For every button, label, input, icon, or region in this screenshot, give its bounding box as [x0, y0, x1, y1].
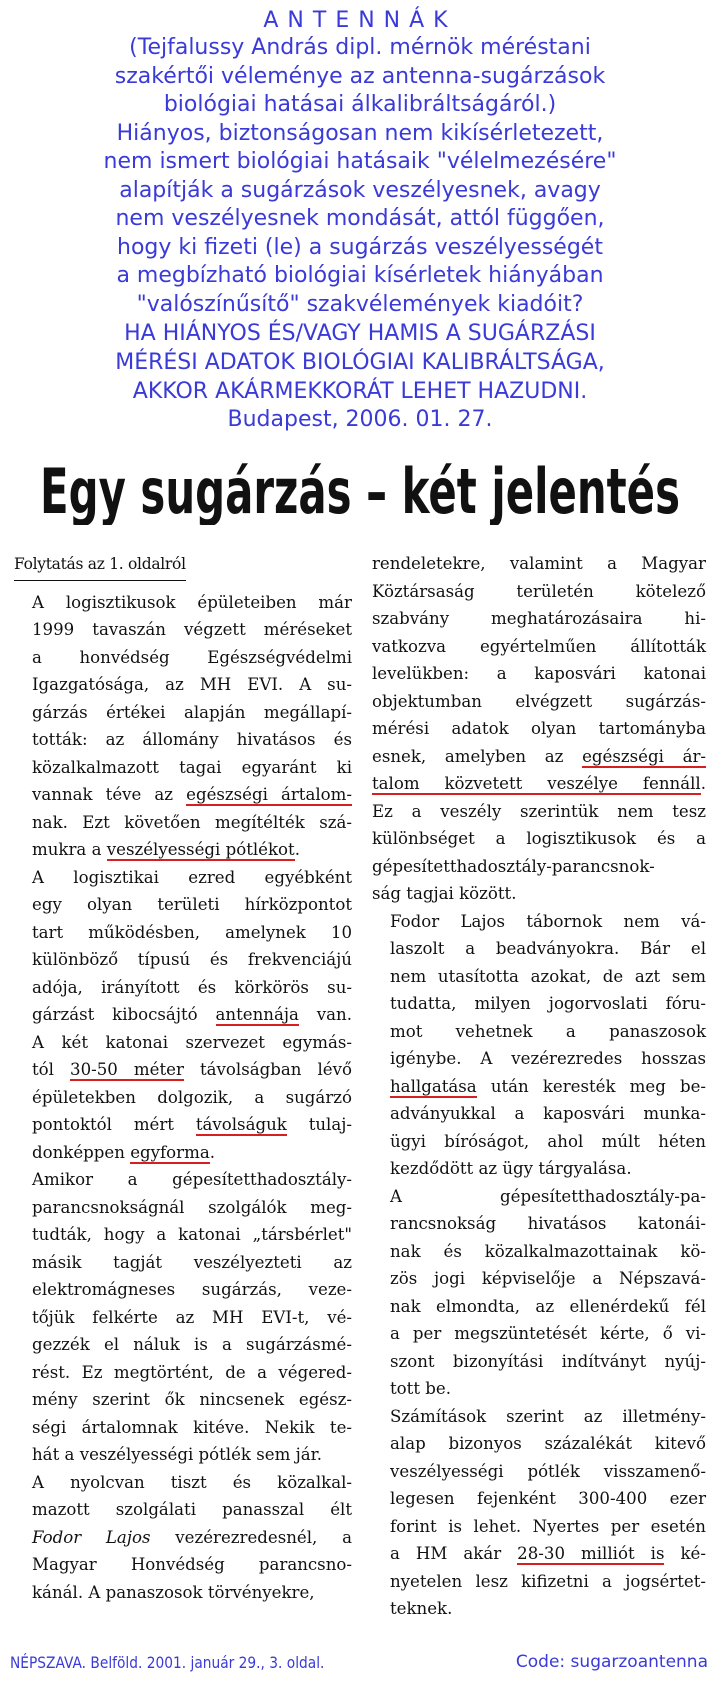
text-line: rendeletekre, valamint a Magyar [372, 554, 706, 573]
text-line [14, 1111, 352, 1139]
underlined-phrase: egészségi ár- [582, 746, 707, 766]
text-line: nak elmondta, az ellenérdekű fél [390, 1296, 706, 1316]
text-line: zös jogi képviselője a Népszavá- [390, 1269, 706, 1288]
text-line: mazott szolgálati panasszal élt [32, 1500, 352, 1519]
underlined-phrase: antennája [215, 1005, 299, 1024]
header-caps-line: HA HIÁNYOS ÉS/VAGY HAMIS A SUGÁRZÁSI [124, 321, 596, 346]
text-line: szabvány meghatározásaira hi- [372, 609, 706, 628]
paragraph [14, 864, 352, 1167]
text-line: ügyi bíróságot, ahol múlt héten [390, 1131, 706, 1151]
document-header [0, 0, 720, 435]
text-line [14, 781, 352, 809]
text-fragment: ké- [680, 1544, 706, 1563]
text-line [14, 1139, 352, 1167]
underlined-phrase: egészségi ártalom- [186, 785, 353, 804]
header-line: szakértői véleménye az antenna-sugárzások [114, 63, 606, 89]
text-fragment: távolságban lévő [199, 1060, 352, 1079]
text-fragment: . [294, 840, 300, 859]
text-fragment: pontoktól mért [32, 1115, 174, 1134]
text-line: épületekben dolgozik, a sugárzó [32, 1087, 352, 1107]
text-line: különbséget a logisztikusok és a [372, 829, 706, 848]
text-fragment: van. [316, 1005, 352, 1024]
text-line: egy olyan területi hírközpontot [32, 895, 352, 914]
text-line: gépesítetthadosztály-parancsnok- [372, 856, 655, 876]
article-column-right [372, 550, 706, 1623]
header-caps-line: MÉRÉSI ADATOK BIOLÓGIAI KALIBRÁLTSÁGA, [115, 350, 605, 375]
text-line: A gépesítetthadosztály-pa- [390, 1186, 706, 1206]
text-fragment: . [209, 1142, 216, 1162]
text-line: tották: az állomány hivatásos és [32, 730, 352, 749]
text-line: ság tagjai között. [372, 884, 517, 903]
header-line: hogy ki fizeti (le) a sugárzás veszélyességét [117, 234, 603, 260]
text-line: nak és közalkalmazottainak kö- [390, 1241, 706, 1261]
headline-text: Egy sugárzás – két jelentés [40, 455, 680, 525]
text-line: A logisztikai ezred egyébként [32, 867, 352, 887]
text-fragment: mukra a [32, 840, 102, 859]
text-line: rést. Ez megtörtént, de a végered- [32, 1362, 352, 1382]
underlined-phrase: távolságuk [195, 1115, 287, 1134]
text-line: adója, irányított és körkörös su- [32, 977, 352, 997]
text-fragment: a HM akár [390, 1544, 502, 1563]
header-line: Hiányos, biztonságosan nem kikísérletezett, [116, 120, 604, 146]
text-line: nyetelen lesz kifizetni a jogsértet- [390, 1571, 706, 1591]
text-line: nem utasította azokat, de azt sem [390, 966, 706, 986]
paragraph [372, 550, 706, 908]
text-line [372, 1540, 706, 1568]
text-line: hát a veszélyességi pótlék sem jár. [32, 1445, 323, 1464]
header-line: alapítják a sugárzások veszélyesnek, avagy [119, 177, 601, 203]
text-line: parancsnokságnál szolgálók meg- [32, 1197, 352, 1217]
text-line: adványukkal a kaposvári munka- [390, 1104, 706, 1123]
text-line: kezdődött az ügy tárgyalása. [390, 1159, 632, 1178]
header-line: "valószínűsítő" szakvélemények kiadóit? [136, 291, 584, 317]
text-line [372, 743, 706, 771]
text-line: igénybe. A vezérezredes hosszas [390, 1049, 706, 1068]
underlined-phrase: 30-50 méter [70, 1060, 184, 1079]
underlined-phrase: veszélyességi pótlékot [106, 840, 295, 859]
text-fragment: donképpen [32, 1142, 125, 1162]
text-line: tőjük felkérte az MH EVI-t, vé- [32, 1307, 352, 1327]
header-line: a megbízható biológiai kísérletek hiányában [116, 263, 604, 288]
paragraph [372, 1183, 706, 1403]
text-line: szont bizonyítási indítványt nyúj- [390, 1351, 706, 1371]
text-fragment: után keresték meg be- [490, 1076, 706, 1096]
text-line: mérési adatok olyan tartományba [372, 719, 706, 738]
paragraph [14, 1166, 352, 1469]
text-line: A két katonai szervezet egymás- [32, 1032, 352, 1052]
header-caps-line: AKKOR AKÁRMEKKORÁT LEHET HAZUDNI. [132, 379, 588, 404]
text-line: Magyar Honvédség parancsno- [32, 1555, 352, 1574]
text-line: legesen fejenként 300-400 ezer [390, 1489, 706, 1508]
header-line: (Tejfalussy András dipl. mérnök méréstani [129, 35, 591, 60]
document-title: ANTENNÁK [263, 8, 457, 33]
text-line: rancsnokság hivatásos katonái- [390, 1214, 706, 1233]
text-line [14, 836, 352, 864]
document-code: Code: sugarzoantenna [515, 1652, 708, 1672]
text-fragment: . [700, 774, 706, 793]
text-line [14, 1524, 352, 1552]
text-fragment: tulaj- [308, 1115, 352, 1134]
paragraph [14, 1469, 352, 1607]
text-line: közalkalmazott tagai egyaránt ki [32, 757, 352, 777]
text-line [14, 1001, 352, 1029]
text-line: Amikor a gépesítetthadosztály- [32, 1170, 352, 1189]
text-fragment: vannak téve az [32, 785, 174, 804]
text-line: A logisztikusok épületeiben már [32, 592, 352, 612]
underlined-phrase: 28-30 milliót is [517, 1544, 665, 1563]
text-line: elektromágneses sugárzás, veze- [32, 1280, 352, 1299]
text-line: A nyolcvan tiszt és közalkal- [32, 1472, 352, 1492]
underlined-phrase: talom közvetett veszélye fennáll [372, 774, 701, 793]
text-line: Fodor Lajos tábornok nem vá- [390, 911, 706, 931]
text-line: Ez a veszély szerintük nem tesz [372, 801, 706, 821]
text-line: gezzék el náluk is a sugárzásmé- [32, 1335, 352, 1354]
text-line: a honvédség Egészségvédelmi [32, 647, 352, 667]
text-line: ségi ártalomnak kitéve. Nekik te- [32, 1417, 352, 1437]
text-line: levelükben: a kaposvári katonai [372, 664, 706, 683]
text-line [372, 770, 706, 798]
text-fragment: tól [32, 1060, 54, 1079]
source-citation: NÉPSZAVA. Belföld. 2001. január 29., 3. oldal. [10, 1653, 325, 1672]
headline-svg [0, 455, 720, 525]
text-line: alap bizonyos százalékát kitevő [390, 1434, 706, 1453]
article-headline [0, 455, 720, 525]
text-line: mot vehetnek a panaszosok [390, 1021, 706, 1041]
text-fragment: vezérezredesnél, a [175, 1527, 352, 1547]
paragraph [372, 908, 706, 1183]
article-column-left [14, 550, 352, 1606]
text-line: 1999 tavaszán végzett méréseket [32, 620, 352, 639]
text-line: a per megszüntetését kérte, ő vi- [390, 1324, 706, 1343]
underlined-phrase: egyforma [130, 1142, 210, 1162]
text-line: teknek. [390, 1599, 453, 1618]
person-name: Fodor Lajos [32, 1527, 151, 1547]
header-date: Budapest, 2006. 01. 27. [227, 407, 493, 432]
text-line: másik tagját veszélyezteti az [32, 1252, 352, 1272]
text-line: gárzás értékei alapján megállapí- [32, 702, 352, 722]
text-line: mény szerint ők nincsenek egész- [32, 1390, 352, 1409]
text-line: Számítások szerint az illetmény- [390, 1406, 706, 1426]
text-line: nak. Ezt követően megítélték szá- [32, 812, 352, 832]
text-line: tudták, hogy a katonai „társbérlet" [32, 1225, 352, 1244]
underlined-phrase: hallgatása [390, 1076, 477, 1096]
header-line: nem ismert biológiai hatásaik "vélelmezésére" [103, 149, 617, 174]
text-line: különböző típusú és frekvenciájú [32, 950, 352, 969]
text-fragment: esnek, amelyben az [372, 746, 564, 766]
paragraph [14, 589, 352, 864]
text-line [372, 1073, 706, 1101]
text-line: tart működésben, amelynek 10 [32, 922, 352, 942]
continuation-note: Folytatás az 1. oldalról [14, 551, 186, 581]
header-line: biológiai hatásai álkalibráltságáról.) [163, 92, 557, 117]
text-fragment: gárzást kibocsájtó [32, 1005, 198, 1024]
header-line: nem veszélyesnek mondását, attól függően, [115, 206, 605, 231]
paragraph [372, 1403, 706, 1623]
text-line: veszélyességi pótlék visszamenő- [390, 1461, 706, 1481]
text-line: vatkozva egyértelműen állították [372, 636, 706, 656]
text-line: Köztársaság területén kötelező [372, 581, 706, 601]
text-line [14, 1056, 352, 1084]
text-line: forint is lehet. Nyertes per esetén [390, 1516, 706, 1536]
text-line: kánál. A panaszosok törvényekre, [32, 1582, 315, 1602]
text-line: laszolt a beadványokra. Bár el [390, 939, 706, 958]
text-line: objektumban elvégzett sugárzás- [372, 691, 706, 711]
text-line: Igazgatósága, az MH EVI. A su- [32, 675, 352, 694]
text-line: tott be. [390, 1379, 451, 1398]
text-line: tudatta, milyen jogorvoslati fóru- [390, 994, 706, 1013]
